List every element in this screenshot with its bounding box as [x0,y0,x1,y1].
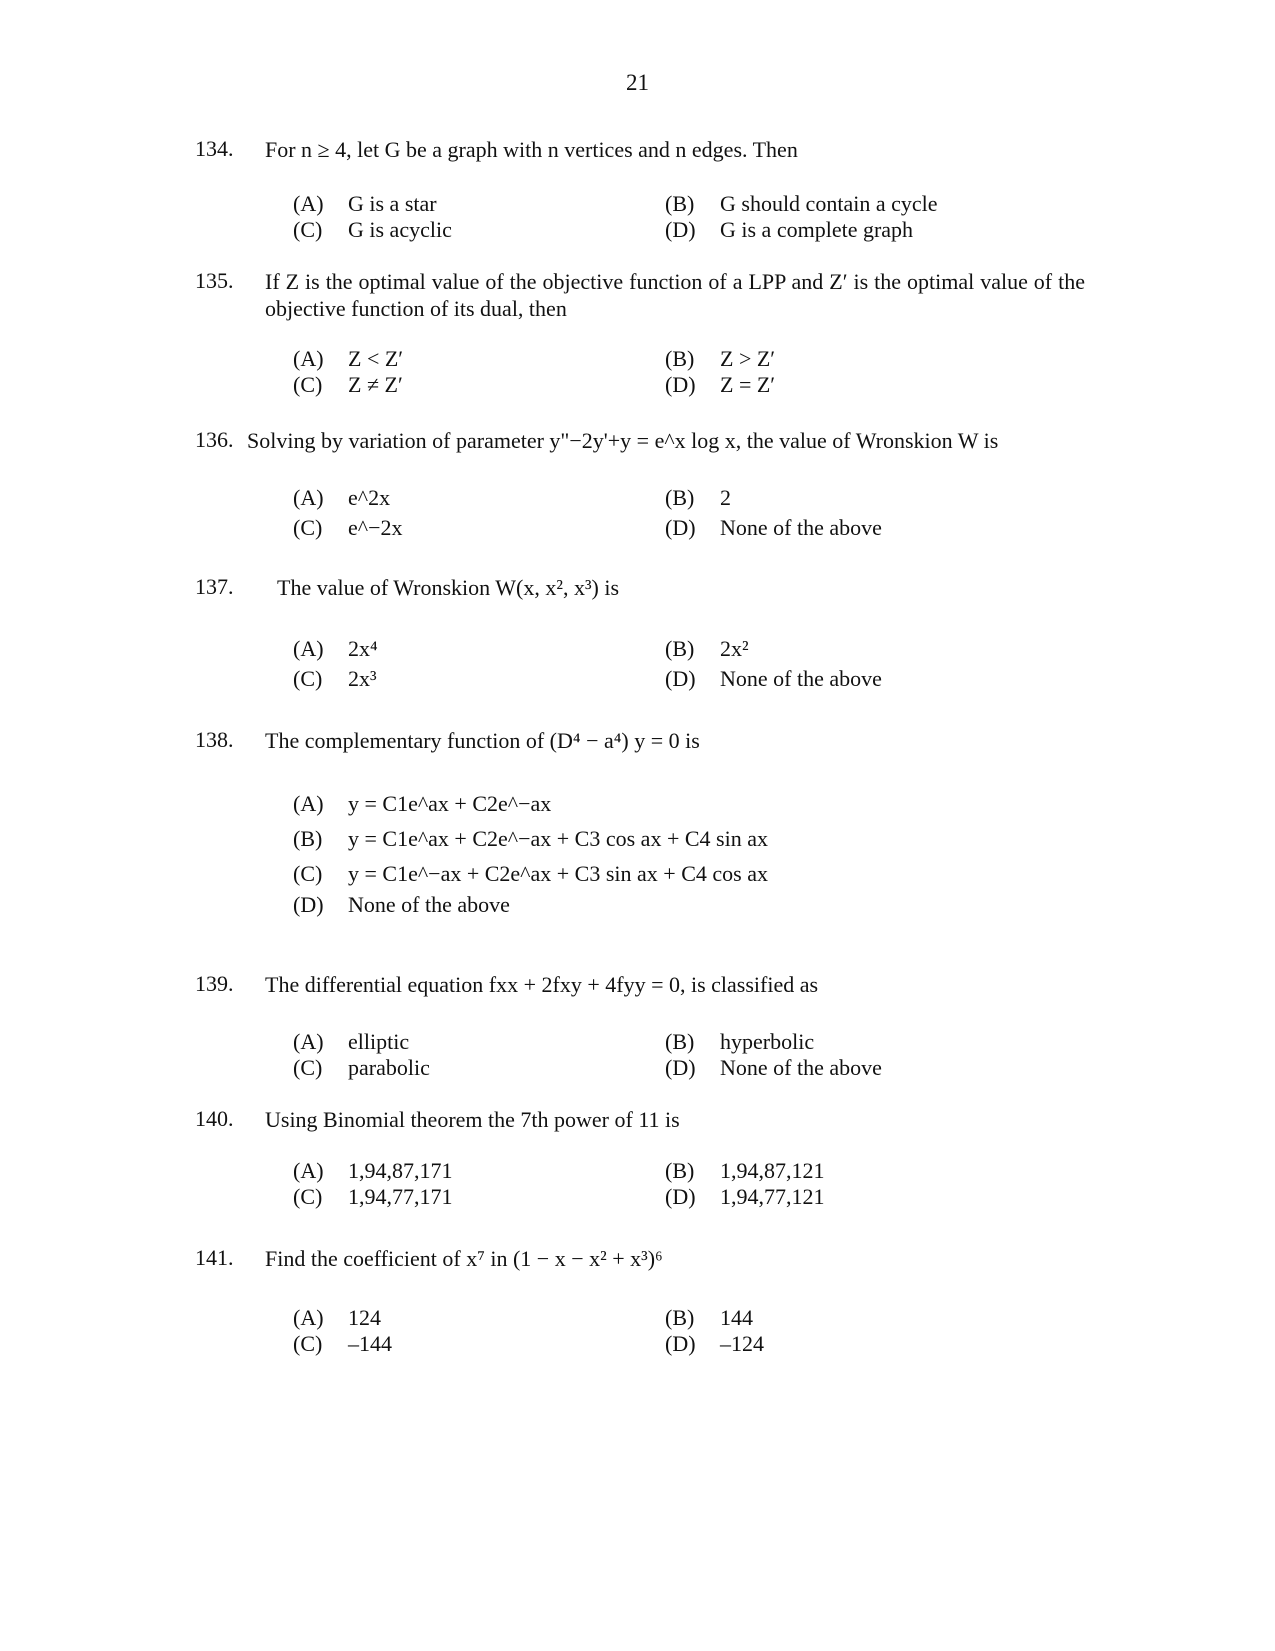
option-c: (C) Z ≠ Z′ [293,372,403,397]
question-number: 137. [195,574,234,599]
option-b: (B) 2x² [665,636,749,661]
question-number: 139. [195,971,234,996]
option-a: (A) e^2x [293,485,391,510]
option-c: (C) 2x³ [293,666,377,691]
question-text: Using Binomial theorem the 7th power of 11 is [265,1107,680,1132]
question-number: 135. [195,268,234,293]
option-d: (D) –124 [665,1331,764,1356]
option-d: (D) None of the above [665,515,882,540]
question-text: Solving by variation of parameter y"−2y'+y = e^x log x, the value of Wronskion W is [247,428,999,453]
option-a: (A) Z < Z′ [293,346,404,371]
question-number: 138. [195,727,234,752]
option-d: (D) None of the above [293,892,510,917]
question-text: If Z is the optimal value of the objective function of a LPP and Z′ is the optimal value of the objective function of its dual, then [265,269,1085,321]
option-a: (A) y = C1e^ax + C2e^−ax [293,791,552,816]
question-number: 136. [195,427,234,452]
question-text: The differential equation fxx + 2fxy + 4fyy = 0, is classified as [265,972,819,997]
question-number: 141. [195,1245,234,1270]
question-text: The value of Wronskion W(x, x², x³) is [277,575,620,600]
option-c: (C) e^−2x [293,515,403,540]
option-b: (B) 144 [665,1305,753,1330]
option-b: (B) 2 [665,485,731,510]
option-d: (D) None of the above [665,666,882,691]
option-a: (A) elliptic [293,1029,410,1054]
option-c: (C) parabolic [293,1055,430,1080]
option-b: (B) 1,94,87,121 [665,1158,825,1183]
option-c: (C) y = C1e^−ax + C2e^ax + C3 sin ax + C4 cos ax [293,861,768,886]
option-b: (B) y = C1e^ax + C2e^−ax + C3 cos ax + C4 sin ax [293,826,768,851]
option-b: (B) Z > Z′ [665,346,776,371]
page-number: 21 [626,70,649,95]
question-text: Find the coefficient of x⁷ in (1 − x − x² + x³)⁶ [265,1246,663,1271]
option-d: (D) G is a complete graph [665,217,914,242]
option-a: (A) G is a star [293,191,437,216]
option-b: (B) hyperbolic [665,1029,815,1054]
option-c: (C) –144 [293,1331,392,1356]
question-text: For n ≥ 4, let G be a graph with n vertices and n edges. Then [265,137,798,162]
option-a: (A) 2x⁴ [293,636,378,661]
option-a: (A) 124 [293,1305,381,1330]
question-text: The complementary function of (D⁴ − a⁴) y = 0 is [265,728,700,753]
question-number: 134. [195,136,234,161]
option-a: (A) 1,94,87,171 [293,1158,453,1183]
option-d: (D) None of the above [665,1055,882,1080]
option-d: (D) Z = Z′ [665,372,776,397]
option-d: (D) 1,94,77,121 [665,1184,825,1209]
option-c: (C) G is acyclic [293,217,452,242]
question-number: 140. [195,1106,234,1131]
option-b: (B) G should contain a cycle [665,191,938,216]
option-c: (C) 1,94,77,171 [293,1184,453,1209]
